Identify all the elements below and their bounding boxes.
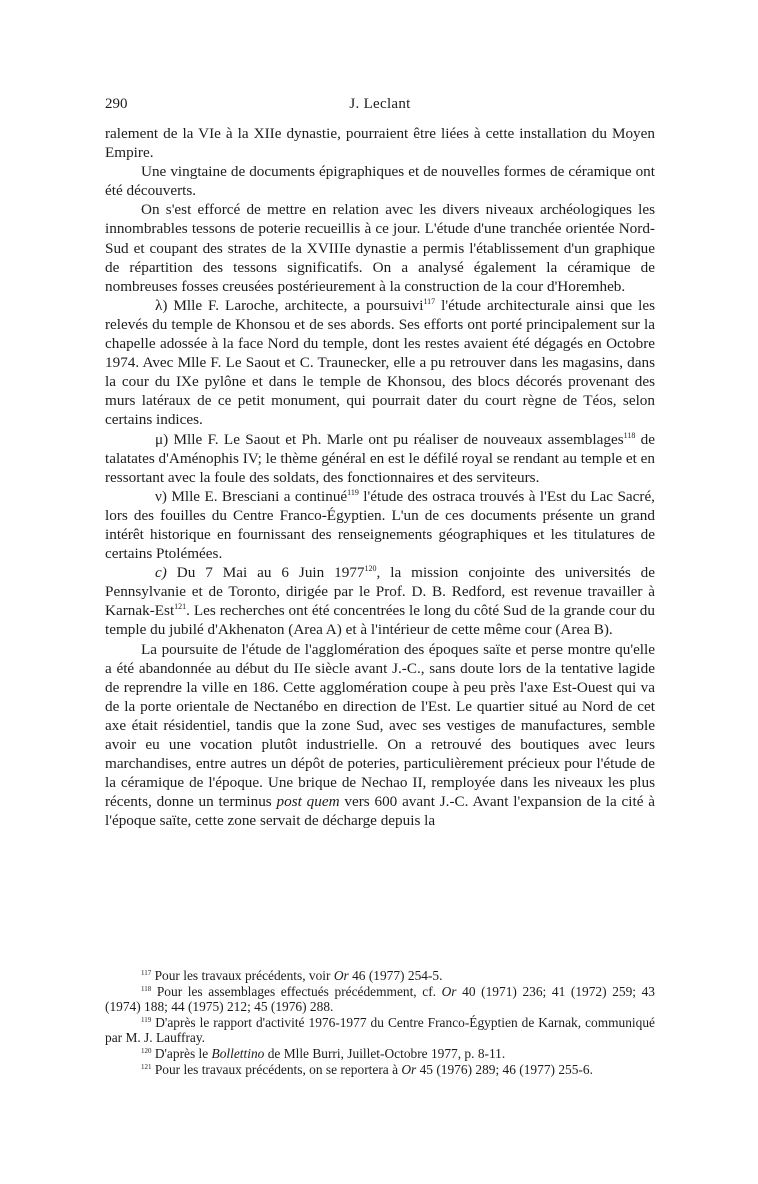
footnote-ref-121: 121 xyxy=(174,602,187,612)
page-number: 290 xyxy=(105,96,128,112)
paragraph-mu-text-b: de talatates d'Aménophis IV; le thème général en est le défilé royal se rendant au temple et en ressortant avec la foule des soldats, des fonctionnaires et des serviteurs. xyxy=(105,430,655,486)
footnote-journal: Or xyxy=(401,1061,417,1077)
footnote-text: 45 (1976) 289; 46 (1977) 255-6. xyxy=(416,1061,593,1077)
footnote-118 xyxy=(105,984,655,1015)
paragraph-lambda-text-b: l'étude architecturale ainsi que les relevés du temple de Khonsou et de ses abords. Ses efforts ont porté principalement sur la chapelle adossée à la face Nord du temple, dont les restes avaient été dégagés en Octobre 1974. Avec Mlle F. Le Saout et C. Traunecker, elle a pu retrouver dans les magasins, dans la cour du IXe pylône et dans le temple de Khonsou, des blocs décorés provenant des murs latéraux de ce petit monument, qui pourrait dater du court règne de Téos, selon certains indices. xyxy=(105,296,655,429)
footnote-119 xyxy=(105,1015,655,1046)
paragraph-nu xyxy=(105,487,655,563)
footnote-text: de Mlle Burri, Juillet-Octobre 1977, p. 8-11. xyxy=(264,1045,506,1061)
paragraph-final xyxy=(105,640,655,831)
paragraph-mu-text-a: μ) Mlle F. Le Saout et Ph. Marle ont pu réaliser de nouveaux assemblages xyxy=(155,430,624,448)
footnote-text: Pour les travaux précédents, voir xyxy=(151,968,334,983)
paragraph-c-text-c: . Les recherches ont été concentrées le long du côté Sud de la grande cour du temple du jubilé d'Akhenaton (Area A) et à l'intérieur de cette même cour (Area B). xyxy=(105,602,655,639)
footnote-number: 121 xyxy=(141,1062,152,1071)
footnote-text: 40 (1971) 236; 41 (1972) 259; 43 (1974) 188; 44 (1975) 212; 45 (1976) 288. xyxy=(105,983,656,1015)
footnote-text: Pour les assemblages effectués précédemment, cf. xyxy=(151,983,442,999)
footnote-text: Pour les travaux précédents, on se reportera à xyxy=(151,1061,402,1077)
footnotes xyxy=(105,968,655,1077)
paragraph-c xyxy=(105,563,655,639)
paragraph-nu-text-b: l'étude des ostraca trouvés à l'Est du Lac Sacré, lors des fouilles du Centre Franco-Égyptien. L'un de ces documents présente un grand intérêt historique en fournissant des renseignements géographiques et les titulatures de certains Ptolémées. xyxy=(105,487,655,563)
body-text xyxy=(105,124,655,830)
footnote-120 xyxy=(105,1046,655,1062)
footnote-ref-120: 120 xyxy=(364,564,377,574)
paragraph-2: Une vingtaine de documents épigraphiques et de nouvelles formes de céramique ont été découverts. xyxy=(105,163,655,200)
paragraph-3: On s'est efforcé de mettre en relation avec les divers niveaux archéologiques les innombrables tessons de poterie recueillis à ce jour. L'étude d'une tranchée orientée Nord-Sud et coupant des strates de la XVIIIe dynastie a permis l'établissement d'un graphique de répartition des tessons significatifs. On a analysé également la céramique de nombreuses fosses creusées postérieurement à la construction de la cour d'Horemheb. xyxy=(105,201,655,295)
section-label-c: c) xyxy=(155,564,167,582)
footnote-number: 119 xyxy=(141,1015,152,1024)
paragraph-c-text-b: , la mission conjointe des universités de Pennsylvanie et de Toronto, dirigée par le Prof. D. B. Redford, est revenue travailler à Karnak-Est xyxy=(105,564,655,620)
footnote-number: 117 xyxy=(141,969,152,977)
footnote-117 xyxy=(105,968,655,984)
paragraph-mu xyxy=(105,430,655,487)
footnote-text: 46 (1977) 254-5. xyxy=(348,968,443,983)
footnote-journal: Or xyxy=(441,983,457,999)
page-header xyxy=(105,96,655,116)
paragraph-lambda xyxy=(105,296,655,430)
footnote-journal: Or xyxy=(333,968,349,983)
running-head: J. Leclant xyxy=(349,96,411,112)
footnote-ref-117: 117 xyxy=(423,296,436,306)
footnote-number: 118 xyxy=(141,984,152,993)
paragraph-lambda-text-a: λ) Mlle F. Laroche, architecte, a poursuivi xyxy=(155,296,424,314)
paragraph-1: ralement de la VIe à la XIIe dynastie, pourraient être liées à cette installation du Moyen Empire. xyxy=(105,125,655,162)
footnote-number: 120 xyxy=(141,1046,152,1055)
footnote-text: D'après le xyxy=(151,1045,212,1061)
paragraph-final-italic: post quem xyxy=(276,793,340,811)
footnote-ref-119: 119 xyxy=(347,487,359,497)
paragraph-nu-text-a: ν) Mlle E. Bresciani a continué xyxy=(155,487,348,505)
footnote-121 xyxy=(105,1062,655,1078)
paragraph-c-text-a: Du 7 Mai au 6 Juin 1977 xyxy=(166,564,365,582)
paragraph-final-text-b: vers 600 avant J.-C. Avant l'expansion de la cité à l'époque saïte, cette zone servait de décharge depuis la xyxy=(105,793,655,830)
footnote-text: D'après le rapport d'activité 1976-1977 du Centre Franco-Égyptien de Karnak, communiqué par M. J. Lauffray. xyxy=(105,1014,655,1046)
footnote-source: Bollettino xyxy=(211,1045,265,1061)
footnote-ref-118: 118 xyxy=(623,430,636,440)
paragraph-final-text-a: La poursuite de l'étude de l'agglomération des époques saïte et perse montre qu'elle a été abandonnée au début du IIe siècle avant J.-C., sans doute lors de la tentative lagide de reprendre la ville en 186. Cette agglomération coupe à peu près l'axe Est-Ouest qui va de la porte orientale de Nectanébo en direction de l'Est. Le quartier situé au Nord de cet axe était résidentiel, tandis que la zone Sud, avec ses vestiges de manufactures, semble avoir eu une vocation plutôt industrielle. On a retrouvé des boutiques avec leurs marchandises, entre autres un dépôt de poteries, particulièrement précieux pour l'étude de la céramique de l'époque. Une brique de Nechao II, remployée dans les niveaux les plus récents, donne un terminus xyxy=(105,640,655,811)
